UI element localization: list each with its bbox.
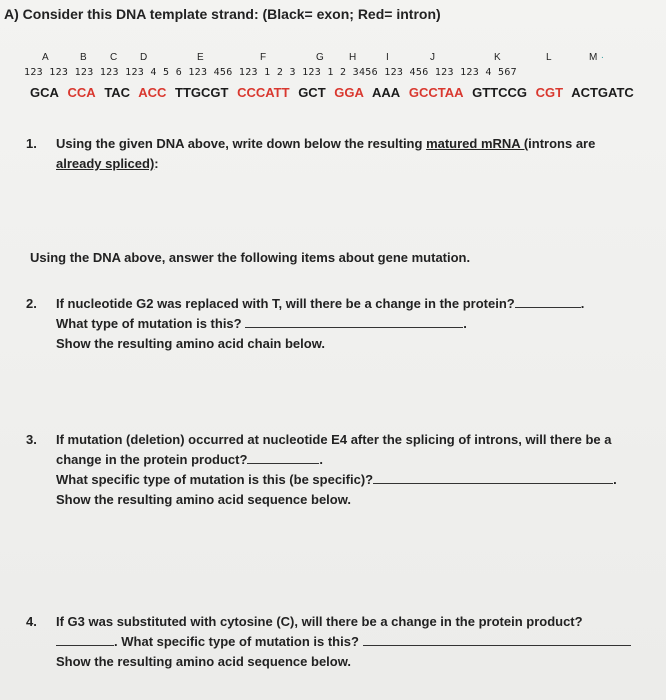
codon-M: ACTGATC <box>571 85 634 100</box>
intro-text: Using the DNA above, answer the following items about gene mutation. <box>30 250 471 265</box>
codon-I: AAA <box>372 85 401 100</box>
answer-blank[interactable] <box>247 451 319 464</box>
segment-letter: L <box>546 52 552 63</box>
q1-underlined: matured mRNA ( <box>426 136 529 151</box>
dot-mark: . <box>601 50 604 61</box>
answer-blank[interactable] <box>363 633 631 646</box>
segment-letter: H <box>349 52 357 63</box>
codon-G: GCT <box>298 85 326 100</box>
q2-text: If nucleotide G2 was replaced with T, will there be a change in the protein? <box>56 296 515 311</box>
segment-letter: J <box>430 52 435 63</box>
period: . <box>613 472 617 487</box>
answer-blank[interactable] <box>373 471 613 484</box>
period: . <box>319 452 324 467</box>
q4-text: If G3 was substituted with cytosine ( <box>56 614 281 629</box>
codon-E: TTGCGT <box>175 85 229 100</box>
segment-letter: C <box>110 52 118 63</box>
question-number: 4. <box>26 614 37 629</box>
period: . <box>463 316 467 331</box>
answer-blank[interactable] <box>515 295 581 308</box>
question-4 <box>26 612 662 682</box>
segment-letter: F <box>260 52 267 63</box>
codon-F: CCCATT <box>237 85 290 100</box>
q4-bold-letter: C <box>280 614 291 629</box>
question-number: 2. <box>26 296 37 311</box>
q3-text: Show the resulting amino acid sequence below. <box>56 492 351 507</box>
question-number: 3. <box>26 432 37 447</box>
q1-text: introns are <box>528 136 596 151</box>
codon-D: ACC <box>138 85 167 100</box>
question-2 <box>26 294 656 364</box>
q1-underlined: already spliced) <box>56 156 155 171</box>
segment-letter: A <box>42 52 49 63</box>
codon-J: GCCTAA <box>408 85 464 100</box>
codon-A: GCA <box>30 85 59 100</box>
segment-letter: M <box>589 52 598 63</box>
dna-sequence <box>30 85 639 100</box>
q2-text: Show the resulting amino acid chain below. <box>56 336 325 351</box>
codon-K: GTTCCG <box>472 85 527 100</box>
question-3 <box>26 430 662 520</box>
q3-text: change in the protein product? <box>56 452 248 467</box>
q1-text: Using the given DNA above, write down below the resulting <box>56 136 427 151</box>
q2-text: What type of mutation is this? <box>56 316 242 331</box>
answer-blank[interactable] <box>245 315 463 328</box>
answer-blank[interactable] <box>56 633 114 646</box>
segment-letter: B <box>80 52 87 63</box>
period: . <box>114 634 118 649</box>
segment-letter: I <box>386 52 389 63</box>
segment-letter: K <box>494 52 501 63</box>
codon-C: TAC <box>104 85 131 100</box>
question-number: 1. <box>26 136 37 151</box>
q1-text: : <box>154 156 159 171</box>
period: . <box>580 296 585 311</box>
segment-letter: G <box>316 52 324 63</box>
segment-letter: E <box>197 52 204 63</box>
q4-text: Show the resulting amino acid sequence below. <box>56 654 351 669</box>
q3-text: What specific type of mutation is this (be specific)? <box>56 472 374 487</box>
codon-B: CCA <box>67 85 96 100</box>
page-title: A) Consider this DNA template strand: (Black= exon; Red= intron) <box>4 6 441 22</box>
segment-letter: D <box>140 52 148 63</box>
q3-text: If mutation (deletion) occurred at nucleotide E4 after the splicing of introns, will there be a <box>56 432 612 447</box>
q4-text: ), will there be a change in the protein product? <box>290 614 583 629</box>
nucleotide-numbers: 123 123 123 123 123 4 5 6 123 456 123 1 2 3 123 1 2 3456 123 456 123 123 4 567 <box>24 67 517 78</box>
q4-text: What specific type of mutation is this? <box>121 634 359 649</box>
codon-H: GGA <box>334 85 364 100</box>
codon-L: CGT <box>535 85 564 100</box>
